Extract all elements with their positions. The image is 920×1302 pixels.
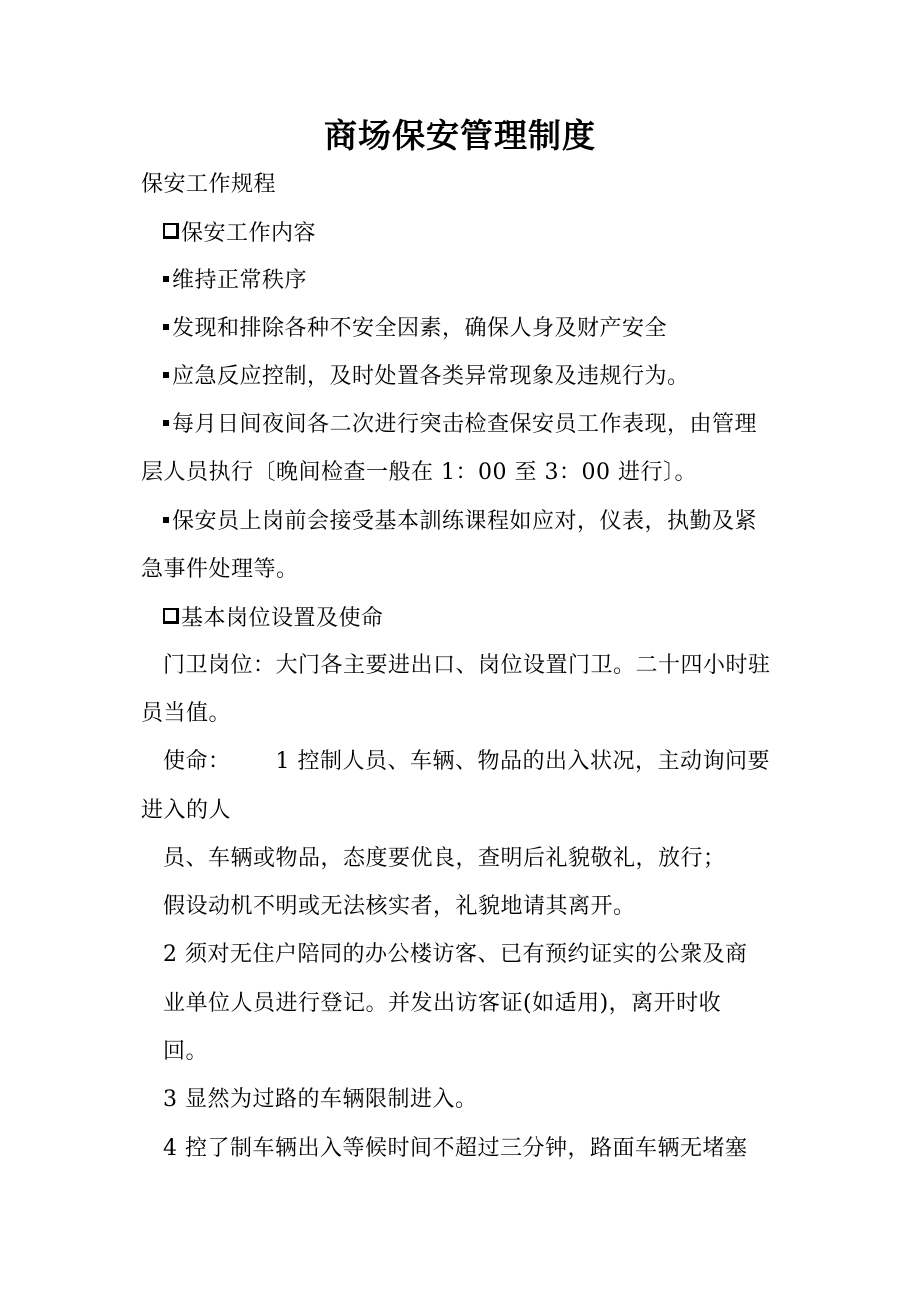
- document-title: 商场保安管理制度: [324, 116, 596, 155]
- text-line: 员当值。: [141, 701, 232, 726]
- small-square-bullet-icon: [163, 420, 169, 426]
- bullet-item: 每月日间夜间各二次进行突击检查保安员工作表现，由管理: [163, 410, 757, 440]
- text-line: 回。: [163, 1039, 209, 1064]
- text-line: 使命： 1 控制人员、车辆、物品的出入状况，主动询问要: [163, 749, 770, 774]
- text-line: 业单位人员进行登记。并发出访客证(如适用)，离开时收: [163, 991, 722, 1016]
- hollow-square-icon: [163, 223, 179, 239]
- subsection-heading-work-content: 保安工作内容: [163, 219, 316, 249]
- text-line: 3 显然为过路的车辆限制进入。: [163, 1087, 478, 1112]
- text-line: 2 须对无住户陪同的办公楼访客、已有预约证实的公衆及商: [163, 942, 748, 967]
- text-line: 层人员执行〔晚间检查一般在 1：00 至 3：00 进行〕。: [141, 460, 697, 485]
- text-line: 进入的人: [141, 798, 232, 823]
- small-square-bullet-icon: [163, 276, 169, 282]
- small-square-bullet-icon: [163, 517, 169, 523]
- text-line: 急事件处理等。: [141, 557, 299, 582]
- subsection-heading-posts: 基本岗位设置及使命: [163, 604, 384, 634]
- bullet-item: 保安员上岗前会接受基本訓练课程如应对，仪表，执勤及紧: [163, 507, 757, 537]
- hollow-square-icon: [163, 608, 179, 624]
- bullet-item: 发现和排除各种不安全因素，确保人身及财产安全: [163, 314, 667, 344]
- bullet-item: 维持正常秩序: [163, 266, 307, 296]
- small-square-bullet-icon: [163, 372, 169, 378]
- text-line: 4 控了制车辆出入等候时间不超过三分钟，路面车辆无堵塞: [163, 1136, 748, 1161]
- text-line: 门卫岗位：大门各主要进出口、岗位设置门卫。二十四小时驻: [163, 653, 771, 678]
- text-line: 假设动机不明或无法核实者，礼貌地请其离开。: [163, 894, 636, 919]
- section-heading-work-rules: 保安工作规程: [141, 172, 277, 197]
- text-line: 员、车辆或物品，态度要优良，查明后礼貌敬礼，放行；: [163, 846, 726, 871]
- small-square-bullet-icon: [163, 324, 169, 330]
- bullet-item: 应急反应控制，及时处置各类异常现象及违规行为。: [163, 362, 690, 392]
